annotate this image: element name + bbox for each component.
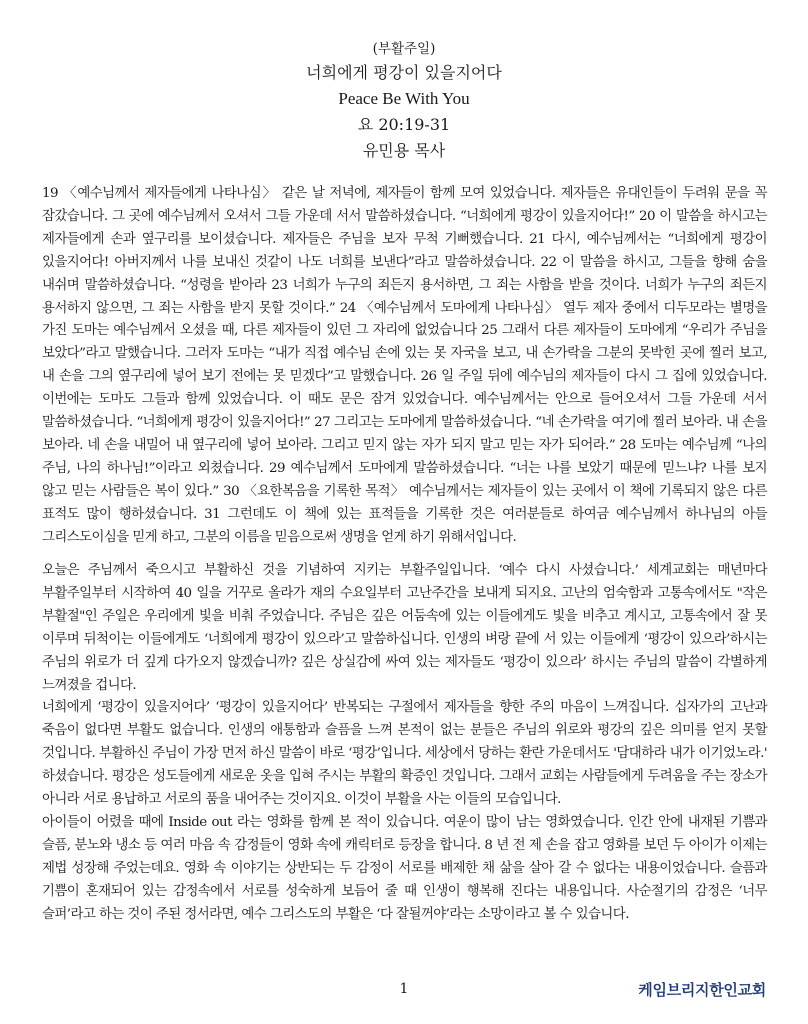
sermon-paragraph-3: 아이들이 어렸을 때에 Inside out 라는 영화를 함께 본 적이 있습니다. 여운이 많이 남는 영화였습니다. 인간 안에 내재된 기쁨과 슬픔, 분노와 냉소 등 여러 마음 속 감정들이 영화 속에 캐릭터로 등장을 합니다. 8 년 전 제 손을 잡고 영화를 보던 두 아이가 이제는 제법 성장해 주었는데요. 영화 속 이야기는 상반되는 두 감정이 서로를 배제한 채 삶을 살아 갈 수 없다는 내용이었습니다. 슬픔과 기쁨이 혼재되어 있는 감정속에서 서로를 성숙하게 보듬어 줄 때 인생이 행복해 진다는 내용입니다. 사순절기의 감정은 ‘너무 슬퍼’라고 하는 것이 주된 정서라면, 예수 그리스도의 부활은 ‘다 잘될꺼야’라는 소망이라고 볼 수 있습니다.	[42, 814, 767, 922]
sermon-body	[42, 560, 767, 927]
page-number: 1	[399, 981, 409, 997]
sermon-title-korean: 너희에게 평강이 있을지어다	[306, 63, 502, 82]
sermon-paragraph-1: 오늘은 주님께서 죽으시고 부활하신 것을 기념하여 지키는 부활주일입니다. ‘예수 다시 사셨습니다.’ 세계교회는 매년마다 부활주일부터 시작하여 40 일을 거꾸로 올라가 재의 수요일부터 고난주간을 보내게 되지요. 고난의 엄숙함과 고통속에서도 "작은 부활절"인 주일은 우리에게 빛을 비춰 주었습니다. 주님은 깊은 어둠속에 있는 이들에게도 빛을 비추고 계시고, 고통속에서 잘 못 이루며 뒤척이는 이들에게도 ‘너희에게 평강이 있으라’고 말씀하십니다. 인생의 벼랑 끝에 서 있는 이들에게 ‘평강이 있으라’하시는 주님의 위로가 더 깊게 다가오지 않겠습니까? 깊은 상실감에 싸여 있는 제자들도 ‘평강이 있으라’ 하시는 주님의 말씀이 각별하게 느껴졌을 겁니다.	[42, 563, 767, 693]
scripture-passage: 19 〈예수님께서 제자들에게 나타나심〉 같은 날 저녁에, 제자들이 함께 모여 있었습니다. 제자들은 유대인들이 두려워 문을 꼭 잠갔습니다. 그 곳에 예수님께서 오셔서 그들 가운데 서서 말씀하셨습니다. “너희에게 평강이 있을지어다!” 20 이 말씀을 하시고는 제자들에게 손과 옆구리를 보이셨습니다. 제자들은 주님을 보자 무척 기뻐했습니다. 21 다시, 예수님께서는 “너희에게 평강이 있을지어다! 아버지께서 나를 보내신 것같이 나도 너희를 보낸다”라고 말씀하셨습니다. 22 이 말씀을 하시고, 그들을 향해 숨을 내쉬며 말씀하셨습니다. “성령을 받아라 23 너희가 누구의 죄든지 용서하면, 그 죄는 사함을 받을 것이다. 너희가 누구의 죄든지 용서하지 않으면, 그 죄는 사함을 받지 못할 것이다.” 24 〈예수님께서 도마에게 나타나심〉 열두 제자 중에서 디두모라는 별명을 가진 도마는 예수님께서 오셨을 때, 다른 제자들이 있던 그 자리에 없었습니다 25 그래서 다른 제자들이 도마에게 “우리가 주님을 보았다”라고 말했습니다. 그러자 도마는 “내가 직접 예수님 손에 있는 못 자국을 보고, 내 손가락을 그분의 못박힌 곳에 찔러 보고, 내 손을 그의 옆구리에 넣어 보기 전에는 못 믿겠다”고 말했습니다. 26 일 주일 뒤에 예수님의 제자들이 다시 그 집에 있었습니다. 이번에는 도마도 그들과 함께 있었습니다. 이 때도 문은 잠겨 있었습니다. 예수님께서는 안으로 들어오셔서 그들 가운데 서서 말씀하셨습니다. “너희에게 평강이 있을지어다!” 27 그리고는 도마에게 말씀하셨습니다. “네 손가락을 여기에 찔러 보아라. 내 손을 보아라. 네 손을 내밀어 내 옆구리에 넣어 보아라. 그리고 믿지 않는 자가 되지 말고 믿는 자가 되어라.” 28 도마는 예수님께 “나의 주님, 나의 하나님!”이라고 외쳤습니다. 29 예수님께서 도마에게 말씀하셨습니다. “너는 나를 보았기 때문에 믿느냐? 나를 보지 않고 믿는 사람들은 복이 있다.” 30 〈요한복음을 기록한 목적〉 예수님께서는 제자들이 있는 곳에서 이 책에 기록되지 않은 다른 표적도 많이 행하셨습니다. 31 그런데도 이 책에 있는 표적들을 기록한 것은 여러분들로 하여금 예수님께서 하나님의 아들 그리스도이심을 믿게 하고, 그분의 이름을 믿음으로써 생명을 얻게 하기 위해서입니다.	[42, 186, 767, 545]
sermon-header	[0, 38, 808, 164]
scripture-reference: 요 20:19-31	[357, 115, 451, 134]
occasion-label: (부활주일)	[372, 41, 436, 57]
church-name: 케임브리지한인교회	[638, 981, 766, 999]
sermon-paragraph-2: 너희에게 ‘평강이 있을지어다’ ‘평강이 있을지어다’ 반복되는 구절에서 제자들을 향한 주의 마음이 느껴집니다. 십자가의 고난과 죽음이 없다면 부활도 없습니다. 인생의 애통함과 슬픔을 느껴 본적이 없는 분들은 주님의 위로와 평강의 깊은 의미를 얻지 못할 것입니다. 부활하신 주님이 가장 먼저 하신 말씀이 바로 ‘평강’입니다. 세상에서 당하는 환란 가운데서도 '담대하라 내가 이기었노라.' 하셨습니다. 평강은 성도들에게 새로운 옷을 입혀 주시는 부활의 확증인 것입니다. 그래서 교회는 사람들에게 두려움을 주는 장소가 아니라 서로 용납하고 서로의 품을 내어주는 것이지요. 이것이 부활을 사는 이들의 모습입니다.	[42, 700, 767, 808]
author-name: 유민용 목사	[362, 141, 446, 160]
sermon-title-english: Peace Be With You	[338, 89, 470, 108]
